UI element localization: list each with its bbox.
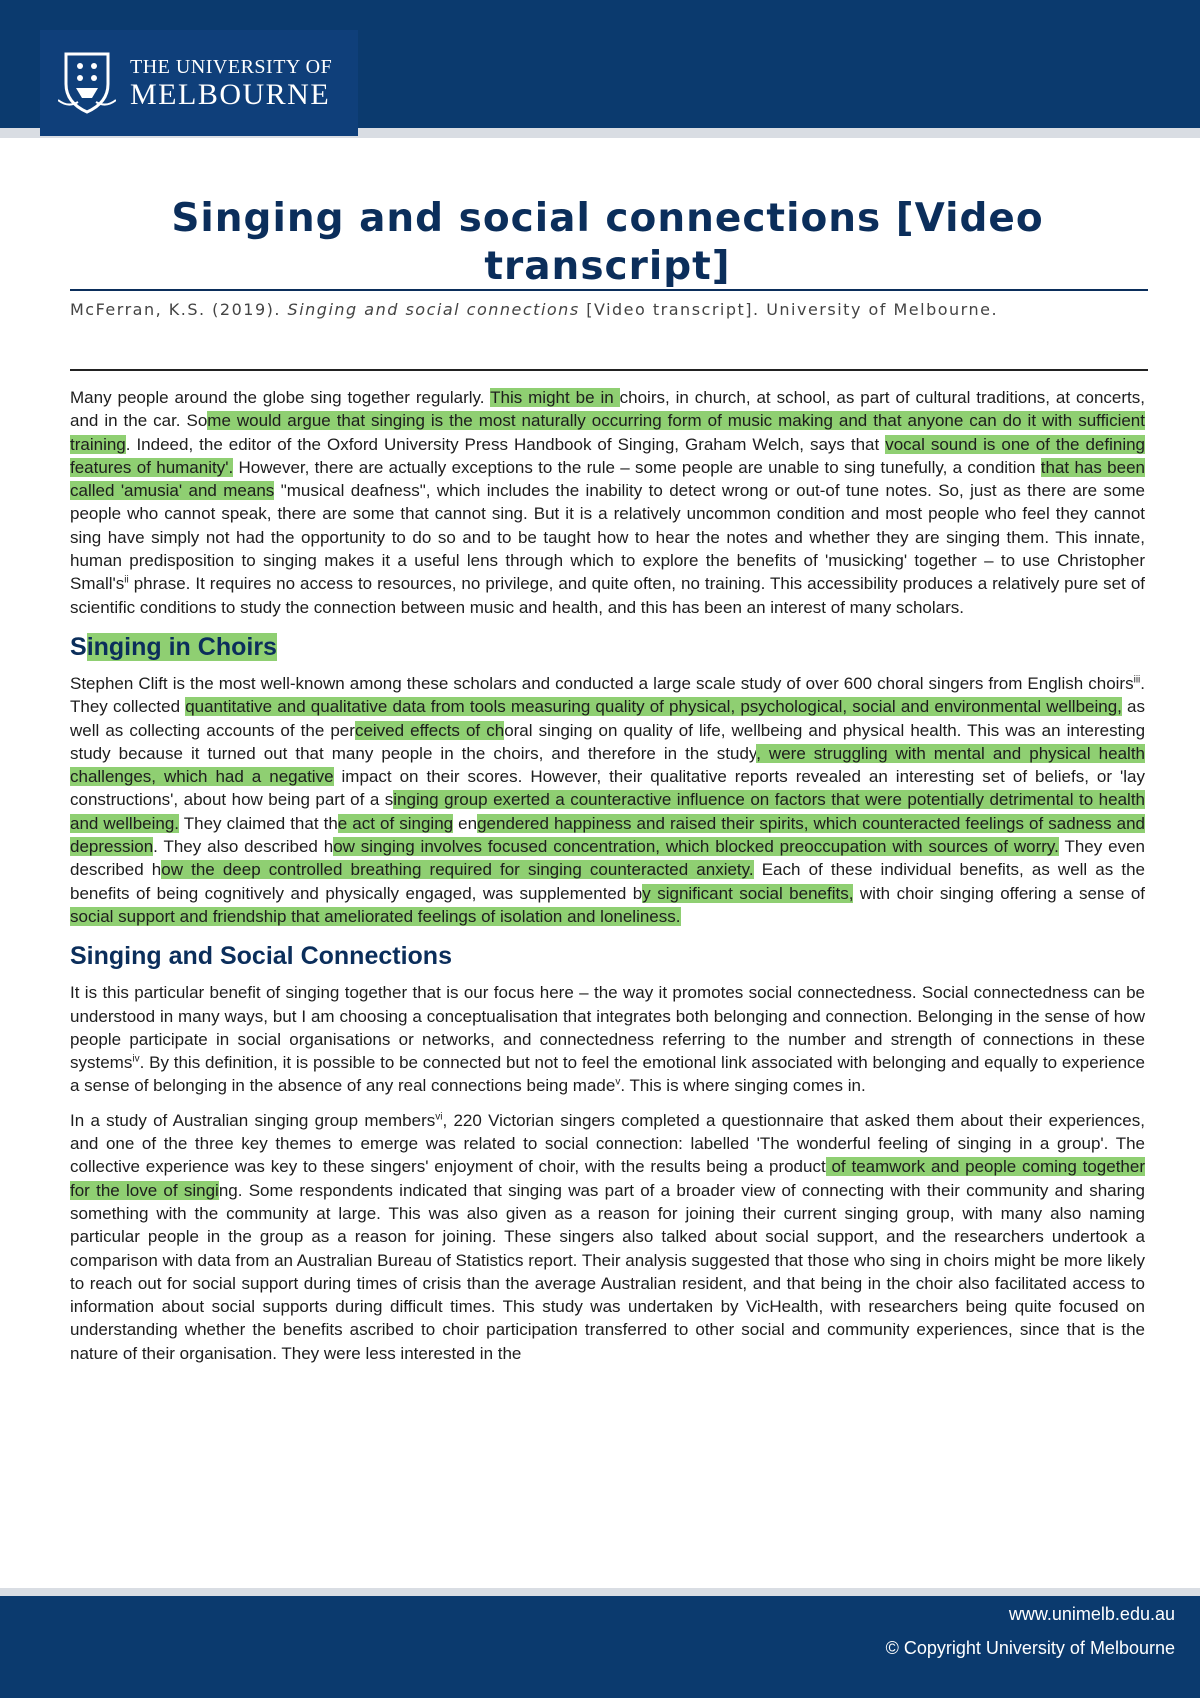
text-run: . By this definition, it is possible to be connected but not to feel the emotional link associated with belonging and equally to experience a sense of belonging in the absence of any real connections being made [70, 1053, 1145, 1096]
text-run: oral singing on quality of life, wellbeing and physical health. This was an interesting study because it turned out that many people in the choirs, and therefore in the study [70, 720, 1146, 763]
footnote-marker: iv [132, 1053, 140, 1065]
heading-singing-in-choirs [70, 630, 1145, 664]
highlighted-text: ow singing involves focused concentration, which blocked preoccupation with sources of worry. [333, 837, 1059, 857]
footnote-marker: vi [435, 1111, 443, 1123]
paragraph-intro [70, 386, 1145, 619]
highlighted-text: e act of singing [337, 813, 454, 833]
citation-source: [Video transcript]. University of Melbourne. [579, 300, 999, 319]
text-run: Many people around the globe sing together regularly. [70, 388, 491, 407]
highlighted-text: me would argue that singing is the most naturally occurring form of music making and that anyone can do it with sufficient training [70, 411, 1145, 454]
paragraph-social-1 [70, 981, 1145, 1097]
highlighted-text: social support and friendship that ameliorated feelings of isolation and loneliness. [70, 906, 681, 926]
highlighted-text: , were struggling with mental and physical health challenges, which had a negative [70, 743, 1146, 787]
citation-divider [70, 369, 1148, 371]
text-run: , 220 Victorian singers completed a questionnaire that asked them about their experiences, and one of the three key themes to emerge was related to social connection: labelled 'The wonderful feeling of singing in a group'. The collective experience was key to these singers' enjoyment of choir, with the results being a product [70, 1110, 1145, 1177]
logo-line1: THE UNIVERSITY OF [130, 55, 333, 78]
document-body [70, 386, 1145, 1376]
text-run: . They collected [70, 673, 1145, 717]
highlighted-text: inging group exerted a counteractive influence on factors that were potentially detrimental to health and wellbeing. [70, 790, 1145, 833]
text-run: Stephen Clift is the most well-known among these scholars and conducted a large scale study of over 600 choral singers from English choirs [70, 673, 1134, 693]
page-header [0, 0, 1200, 138]
text-run: "musical deafness", which includes the inability to detect wrong or out-of tune notes. So, just as there are some people who cannot speak, there are some that cannot sing. But it is a relatively uncommon condition and most people who feel they cannot sing have simply not had the opportunity to do so and to be taught how to hear the notes and whether they are singing them. This innate, human predisposition to singing makes it a useful lens through which to explore the benefits of 'musicking' together – to use Christopher Small's [70, 481, 1145, 594]
text-run: ng. Some respondents indicated that singing was part of a broader view of connecting with their community and sharing something with the community at large. This was also given as a reason for joining their current singing group, with many also naming particular people in the group as a reason for joining. These singers also talked about social support, and the researchers undertook a comparison with data from an Australian Bureau of Statistics report. Their analysis suggested that those who sing in choirs might be more likely to reach out for social support during times of crisis than the average Australian resident, and that being in the choir also facilitated access to information about social supports during difficult times. This study was undertaken by VicHealth, with researchers being quite focused on understanding whether the benefits ascribed to choir participation transferred to other social and community experiences, since that is the nature of their organisation. They were less interested in the [70, 1180, 1145, 1363]
citation-authors: McFerran, K.S. (2019). [70, 300, 288, 319]
highlighted-text: gendered happiness and raised their spirits, which counteracted feelings of sadness and depression [70, 813, 1145, 857]
text-run: en [453, 813, 478, 833]
logo-line2: MELBOURNE [130, 77, 331, 111]
footnote-marker: iii [1133, 674, 1141, 686]
highlighted-text: y significant social benefits, [642, 883, 854, 903]
text-run: Each of these individual benefits, as well as the benefits of being cognitively and physically engaged, was supplemented b [70, 860, 1145, 903]
text-run: . This is where singing comes in. [620, 1076, 866, 1096]
paragraph-social-2 [70, 1109, 1145, 1365]
highlighted-text: that has been called 'amusia' and means [70, 457, 1145, 501]
text-run: However, there are actually exceptions to the rule – some people are unable to sing tunefully, a condition [233, 457, 1041, 477]
heading-social-connections: Singing and Social Connections [70, 942, 452, 971]
highlighted-text: This might be in [490, 388, 620, 407]
logo-wordmark [130, 56, 332, 111]
footnote-marker: ii [124, 574, 129, 586]
footer-url-link[interactable]: www.unimelb.edu.au [1008, 1604, 1175, 1624]
highlighted-text: ceived effects of ch [354, 720, 505, 740]
page-title: Singing and social connections [Video transcript] [171, 196, 1044, 289]
text-run: choirs, in church, at school, as part of cultural traditions, at concerts, and in the car. So [70, 388, 1145, 431]
text-run: impact on their scores. However, their qualitative reports revealed an interesting set of beliefs, or 'lay constructions', about how being part of a s [70, 767, 1145, 810]
citation-title: Singing and social connections [287, 300, 580, 319]
text-run: . They also described h [153, 837, 334, 857]
text-run: phrase. It requires no access to resources, no privilege, and quite often, no training. This accessibility produces a relatively pure set of scientific conditions to study the connection between music and health, and this has been an interest of many scholars. [70, 574, 1145, 617]
text-run: with choir singing offering a sense of [853, 883, 1145, 903]
university-logo[interactable] [40, 30, 358, 136]
text-run: S [70, 632, 87, 661]
text-run: They claimed that th [179, 813, 338, 833]
text-run: It is this particular benefit of singing together that is our focus here – the way it promotes social connectedness. Social connectedness can be understood in many ways, but I am choosing a conceptualisation that integrates both belonging and connection. Belonging in the sense of how people participate in social organisations or networks, and connectedness referring to the number and strength of connections in these systems [70, 983, 1145, 1073]
text-run: In a study of Australian singing group members [70, 1110, 436, 1130]
paragraph-choirs [70, 672, 1145, 928]
citation [70, 300, 1148, 319]
footnote-marker: v [615, 1076, 621, 1088]
footer-copyright: © Copyright University of Melbourne [885, 1638, 1175, 1658]
text-run: as well as collecting accounts of the per [70, 697, 1145, 740]
highlighted-text: inging in Choirs [86, 632, 277, 661]
highlighted-text: of teamwork and people coming together for the love of singi [70, 1157, 1145, 1200]
university-crest-icon [58, 50, 116, 116]
text-run: . Indeed, the editor of the Oxford University Press Handbook of Singing, Graham Welch, says that [125, 434, 886, 454]
highlighted-text: quantitative and qualitative data from tools measuring quality of physical, psychological, social and environmental wellbeing, [185, 697, 1122, 717]
title-divider [70, 289, 1148, 291]
text-run: They even described h [70, 837, 1145, 880]
highlighted-text: vocal sound is one of the defining features of humanity'. [70, 434, 1145, 477]
highlighted-text: ow the deep controlled breathing required for singing counteracted anxiety. [161, 860, 754, 880]
